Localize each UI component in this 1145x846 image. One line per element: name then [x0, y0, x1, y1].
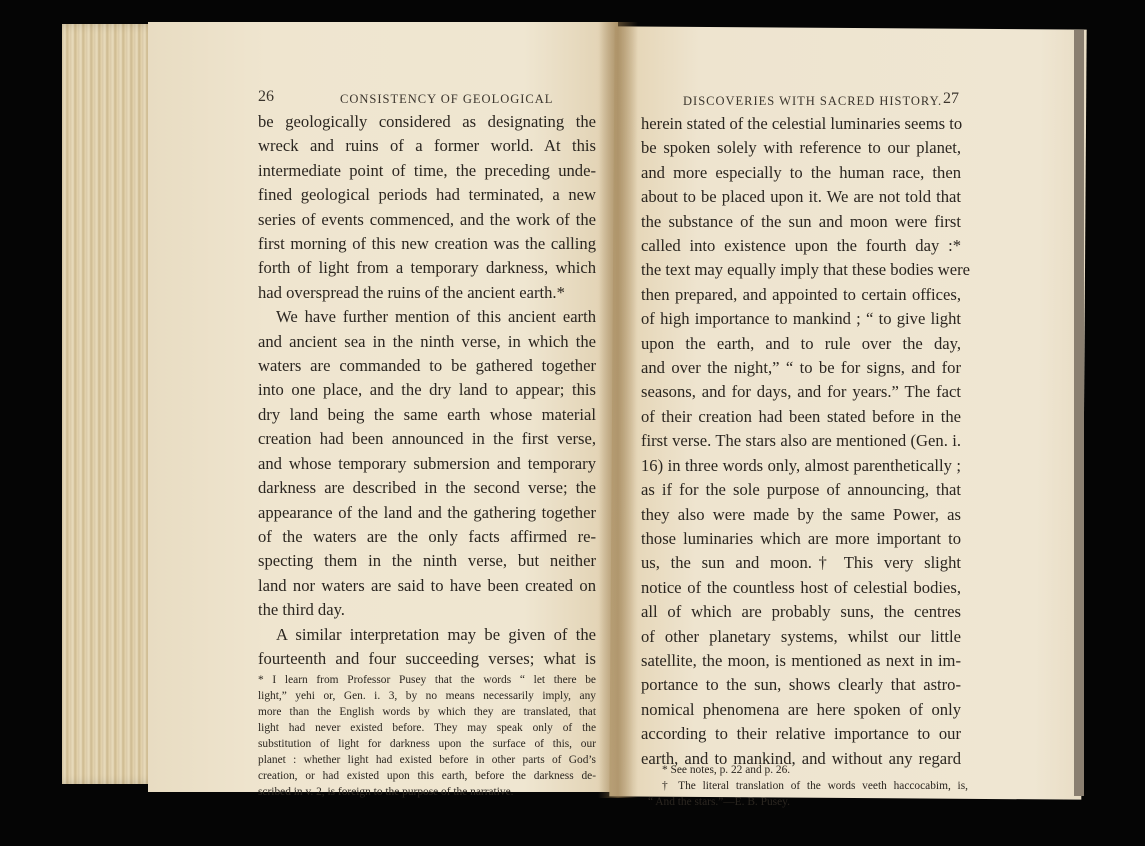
left-line: intermediate point of time, the preceding unde-	[258, 160, 596, 180]
left-folio: 26	[258, 88, 274, 105]
right-running-head: DISCOVERIES WITH SACRED HISTORY.	[683, 94, 943, 108]
left-line: into one place, and the dry land to appear; this	[258, 380, 596, 400]
right-line: those luminaries which are more important to	[641, 528, 961, 548]
right-line: 16) in three words only, almost parenthetically ;	[641, 455, 961, 475]
right-line: the text may equally imply that these bodies were	[641, 260, 971, 280]
left-footnote-line: more than the English words by which they are translated, that	[258, 706, 596, 718]
right-line: herein stated of the celestial luminaries seems to	[641, 114, 963, 133]
left-line: the third day.	[258, 600, 345, 620]
right-line: of their creation had been stated before in the	[641, 406, 961, 426]
right-line: and over the night,” “ to be for signs, and for	[641, 358, 961, 378]
left-footnote-line: creation, or had existed upon this earth, before the darkness de-	[258, 770, 596, 782]
left-line: land nor waters are said to have been created on	[258, 575, 596, 595]
left-footnote-line: light had never existed before. They may speak only of the	[258, 722, 596, 734]
left-line: first morning of this new creation was the calling	[258, 234, 596, 254]
right-footnote	[648, 762, 968, 810]
left-footnote-line: substitution of light for darkness upon the surface of this, our	[258, 738, 596, 750]
right-line: portance to the sun, shows clearly that astro-	[641, 675, 961, 695]
left-line: waters are commanded to be gathered together	[258, 356, 596, 376]
right-line: satellite, the moon, is mentioned as next in im-	[641, 650, 961, 670]
left-line: be geologically considered as designating the	[258, 112, 596, 131]
right-line: be spoken solely with reference to our planet,	[641, 138, 961, 158]
left-footnote	[258, 672, 596, 800]
left-line: wreck and ruins of a former world. At this	[258, 136, 596, 156]
left-footnote-line: * I learn from Professor Pusey that the words “ let there be	[258, 674, 596, 686]
book-gutter	[598, 22, 638, 798]
right-line: notice of the countless host of celestial bodies,	[641, 577, 961, 597]
right-line: upon the earth, and to rule over the day,	[641, 333, 961, 353]
right-line: us, the sun and moon.† This very slight	[641, 553, 961, 573]
right-line: of high importance to mankind ; “ to give light	[641, 309, 961, 329]
left-line: appearance of the land and the gathering together	[258, 502, 596, 522]
left-line: and ancient sea in the ninth verse, in which the	[258, 331, 596, 351]
right-footnote-line: * See notes, p. 22 and p. 26.	[662, 764, 791, 776]
left-line: fourteenth and four succeeding verses; what is	[258, 648, 596, 668]
right-line: they also were made by the same Power, as	[641, 504, 961, 524]
right-line: all of which are probably suns, the centres	[641, 602, 961, 622]
left-line: and whose temporary submersion and temporary	[258, 453, 596, 473]
left-footnote-line: light,” yehi or, Gen. i. 3, by no means necessarily imply, any	[258, 690, 596, 702]
left-line: darkness are described in the second verse; the	[258, 478, 596, 498]
right-line: the substance of the sun and moon were first	[641, 211, 961, 231]
left-footnote-line: planet : whether light had existed before in other parts of God’s	[258, 754, 596, 766]
right-line: first verse. The stars also are mentioned (Gen. i.	[641, 431, 961, 451]
left-line: creation had been announced in the first verse,	[258, 429, 596, 449]
right-line: nomical phenomena are here spoken of only	[641, 699, 961, 719]
right-line: earth, and to mankind, and without any regard	[641, 748, 961, 768]
left-body	[258, 110, 596, 671]
right-line: according to their relative importance to our	[641, 724, 961, 744]
right-line: and more especially to the human race, then	[641, 162, 961, 182]
left-line: series of events commenced, and the work of the	[258, 209, 596, 229]
left-line: fined geological periods had terminated, a new	[258, 185, 596, 205]
right-page-edge	[1074, 30, 1084, 796]
right-line: called into existence upon the fourth day :*	[641, 236, 961, 256]
right-line: then prepared, and appointed to certain offices,	[641, 284, 961, 304]
left-running-head: CONSISTENCY OF GEOLOGICAL	[340, 92, 554, 106]
left-line: A similar interpretation may be given of the	[276, 624, 596, 644]
right-folio: 27	[943, 90, 959, 107]
right-footnote-line: † The literal translation of the words veeth haccocabim, is,	[662, 780, 968, 792]
left-line: forth of light from a temporary darkness, which	[258, 258, 596, 278]
left-footnote-line: scribed in v. 2, is foreign to the purpose of the narrative.	[258, 786, 514, 798]
left-line: dry land being the same earth whose material	[258, 404, 596, 424]
right-line: as if for the sole purpose of announcing, that	[641, 480, 961, 500]
right-body	[641, 112, 971, 771]
left-line: specting them in the ninth verse, but neither	[258, 551, 596, 571]
right-line: of other planetary systems, whilst our little	[641, 626, 961, 646]
right-line: seasons, and for days, and for years.” The fact	[641, 382, 961, 402]
right-footnote-line: “ And the stars.”—E. B. Pusey.	[648, 796, 790, 808]
left-line: of the waters are the only facts affirmed re-	[258, 526, 596, 546]
right-line: about to be placed upon it. We are not told that	[641, 187, 961, 207]
left-line: had overspread the ruins of the ancient earth.*	[258, 282, 565, 302]
left-line: We have further mention of this ancient earth	[276, 307, 596, 327]
